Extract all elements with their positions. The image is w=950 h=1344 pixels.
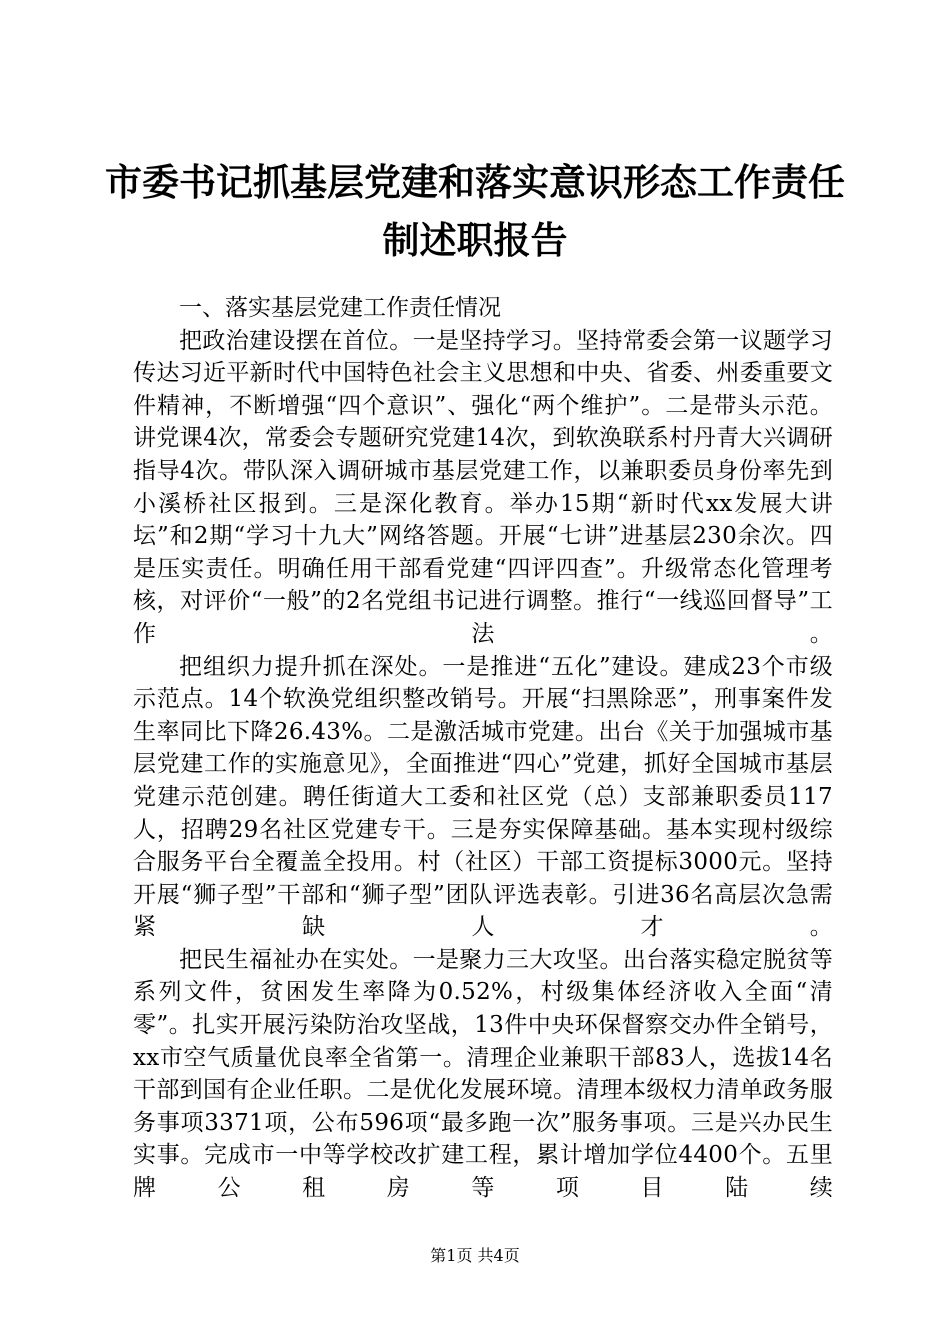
section-heading: 一、落实基层党建工作责任情况 <box>179 295 501 321</box>
paragraph-livelihood: 把民生福祉办在实处。一是聚力三大攻坚。出台落实稳定脱贫等系列文件，贫困发生率降为0.52%，村级集体经济收入全面“清零”。扎实开展污染防治攻坚战，13件中央环保督察交办件全销号，xx市空气质量优良率全省第一。清理企业兼职干部83人，选拔14名干部到国有企业任职。二是优化发展环境。清理本级权力清单政务服务事项3371项，公布596项“最多跑一次”服务事项。三是兴办民生实事。完成市一中等学校改扩建工程，累计增加学位4400个。五里牌公租房等项目陆续 <box>133 946 833 1202</box>
paragraph-political-building: 把政治建设摆在首位。一是坚持学习。坚持常委会第一议题学习传达习近平新时代中国特色社会主义思想和中央、省委、州委重要文件精神，不断增强“四个意识”、强化“两个维护”。二是带头示范。讲党课4次，常委会专题研究党建14次，到软涣联系村丹青大兴调研指导4次。带队深入调研城市基层党建工作，以兼职委员身份率先到小溪桥社区报到。三是深化教育。举办15期“新时代xx发展大讲坛”和2期“学习十九大”网络答题。开展“七讲”进基层230余次。四是压实责任。明确任用干部看党建“四评四查”。升级常态化管理考核，对评价“一般”的2名党组书记进行调整。推行“一线巡回督导”工作法。 <box>133 327 833 647</box>
document-body <box>133 292 833 1205</box>
page-footer: 第1页 共4页 <box>430 1246 520 1265</box>
paragraph-organization: 把组织力提升抓在深处。一是推进“五化”建设。建成23个市级示范点。14个软涣党组织整改销号。开展“扫黑除恶”，刑事案件发生率同比下降26.43%。二是激活城市党建。出台《关于加强城市基层党建工作的实施意见》，全面推进“四心”党建，抓好全国城市基层党建示范创建。聘任街道大工委和社区党（总）支部兼职委员117人，招聘29名社区党建专干。三是夯实保障基础。基本实现村级综合服务平台全覆盖全投用。村（社区）干部工资提标3000元。坚持开展“狮子型”干部和“狮子型”团队评选表彰。引进36名高层次急需紧缺人才。 <box>133 653 833 941</box>
document-title-line-2: 制述职报告 <box>382 218 568 262</box>
document-title-line-1: 市委书记抓基层党建和落实意识形态工作责任 <box>105 160 845 204</box>
